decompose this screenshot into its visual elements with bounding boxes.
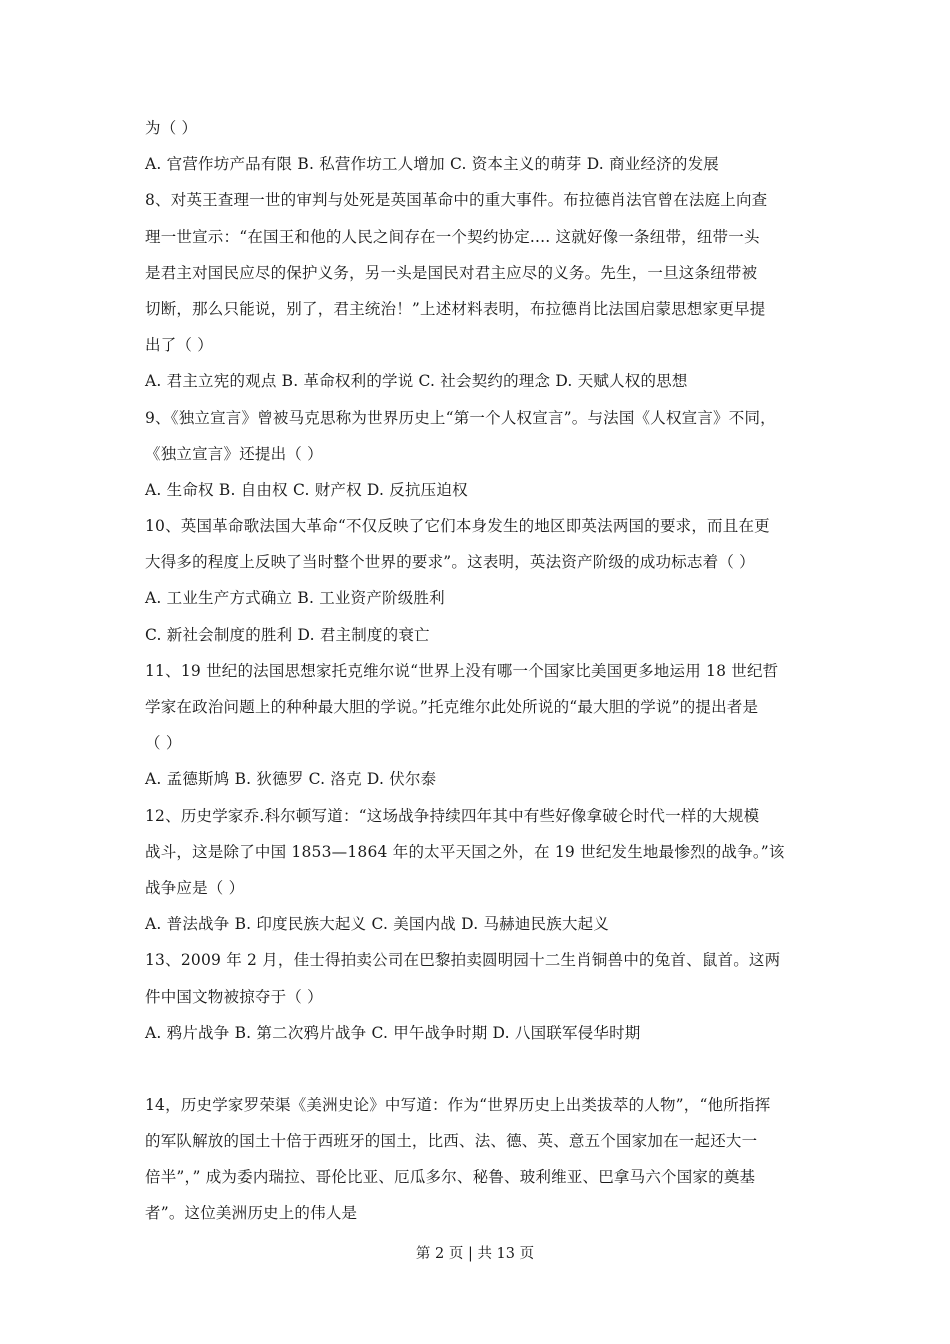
text-line: 为（ ）	[145, 119, 198, 137]
text-line: 11、19 世纪的法国思想家托克维尔说“世界上没有哪一个国家比美国更多地运用 18 世纪哲	[145, 661, 779, 680]
text-line: 战争应是（ ）	[145, 878, 245, 897]
question-8	[145, 182, 815, 399]
text-line: 理一世宣示：“在国王和他的人民之间存在一个契约协定.... 这就好像一条纽带，纽带一头	[145, 227, 760, 246]
answer-options: A. 工业生产方式确立 B. 工业资产阶级胜利	[145, 589, 445, 608]
answer-options: A. 生命权 B. 自由权 C. 财产权 D. 反抗压迫权	[145, 480, 468, 499]
text-line: 的军队解放的国土十倍于西班牙的国土，比西、法、德、英、意五个国家加在一起还大一	[145, 1132, 758, 1151]
text-line: 14，历史学家罗荣渠《美洲史论》中写道：作为“世界历史上出类拔萃的人物”，“他所指挥	[145, 1095, 771, 1114]
page-footer: 第 2 页 | 共 13 页	[415, 1246, 535, 1262]
text-line: 大得多的程度上反映了当时整个世界的要求”。这表明，英法资产阶级的成功标志着（ ）	[145, 553, 755, 572]
text-line: 战斗，这是除了中国 1853—1864 年的太平天国之外，在 19 世纪发生地最惨烈的战争。”该	[145, 842, 785, 861]
question-10	[145, 508, 815, 653]
question-7-tail	[145, 110, 815, 182]
answer-options: C. 新社会制度的胜利 D. 君主制度的衰亡	[145, 625, 430, 644]
text-line: 出了（ ）	[145, 336, 213, 355]
answer-options: A. 普法战争 B. 印度民族大起义 C. 美国内战 D. 马赫迪民族大起义	[145, 915, 610, 934]
answer-options: A. 官营作坊产品有限 B. 私营作坊工人增加 C. 资本主义的萌芽 D. 商业经济的发展	[145, 155, 719, 174]
question-9	[145, 400, 815, 509]
question-13	[145, 942, 815, 1051]
text-line: 学家在政治问题上的种种最大胆的学说。”托克维尔此处所说的“最大胆的学说”的提出者是	[145, 698, 759, 716]
text-line: 者”。这位美洲历史上的伟人是	[145, 1204, 358, 1223]
question-14	[145, 1087, 815, 1232]
text-line: 13、2009 年 2 月，佳士得拍卖公司在巴黎拍卖圆明园十二生肖铜兽中的兔首、鼠首。这两	[145, 951, 781, 970]
text-line: 12、历史学家乔.科尔顿写道：“这场战争持续四年其中有些好像拿破仑时代一样的大规模	[145, 806, 760, 825]
text-line: 是君主对国民应尽的保护义务，另一头是国民对君主应尽的义务。先生，一旦这条纽带被	[145, 263, 758, 282]
text-line: 9、《独立宣言》曾被马克思称为世界历史上“第一个人权宣言”。与法国《人权宣言》不同，	[145, 408, 776, 427]
question-12	[145, 798, 815, 943]
blank-gap	[145, 1051, 815, 1087]
text-line: 件中国文物被掠夺于（ ）	[145, 987, 323, 1006]
answer-options: A. 君主立宪的观点 B. 革命权利的学说 C. 社会契约的理念 D. 天赋人权的思想	[145, 372, 688, 391]
text-line: （ ）	[145, 734, 182, 753]
text-line: 《独立宣言》还提出（ ）	[145, 444, 323, 463]
question-content	[145, 110, 815, 1232]
answer-options: A. 孟德斯鸠 B. 狄德罗 C. 洛克 D. 伏尔泰	[145, 770, 437, 789]
text-line: 10、英国革命歌法国大革命“不仅反映了它们本身发生的地区即英法两国的要求，而且在更	[145, 517, 770, 536]
text-line: 8、对英王查理一世的审判与处死是英国革命中的重大事件。布拉德肖法官曾在法庭上向查	[145, 191, 768, 210]
question-11	[145, 653, 815, 798]
text-line: 倍半”，” 成为委内瑞拉、哥伦比亚、厄瓜多尔、秘鲁、玻利维亚、巴拿马六个国家的奠基	[145, 1168, 756, 1187]
answer-options: A. 鸦片战争 B. 第二次鸦片战争 C. 甲午战争时期 D. 八国联军侵华时期	[145, 1023, 641, 1042]
text-line: 切断，那么只能说，别了，君主统治！”上述材料表明，布拉德肖比法国启蒙思想家更早提	[145, 299, 766, 318]
